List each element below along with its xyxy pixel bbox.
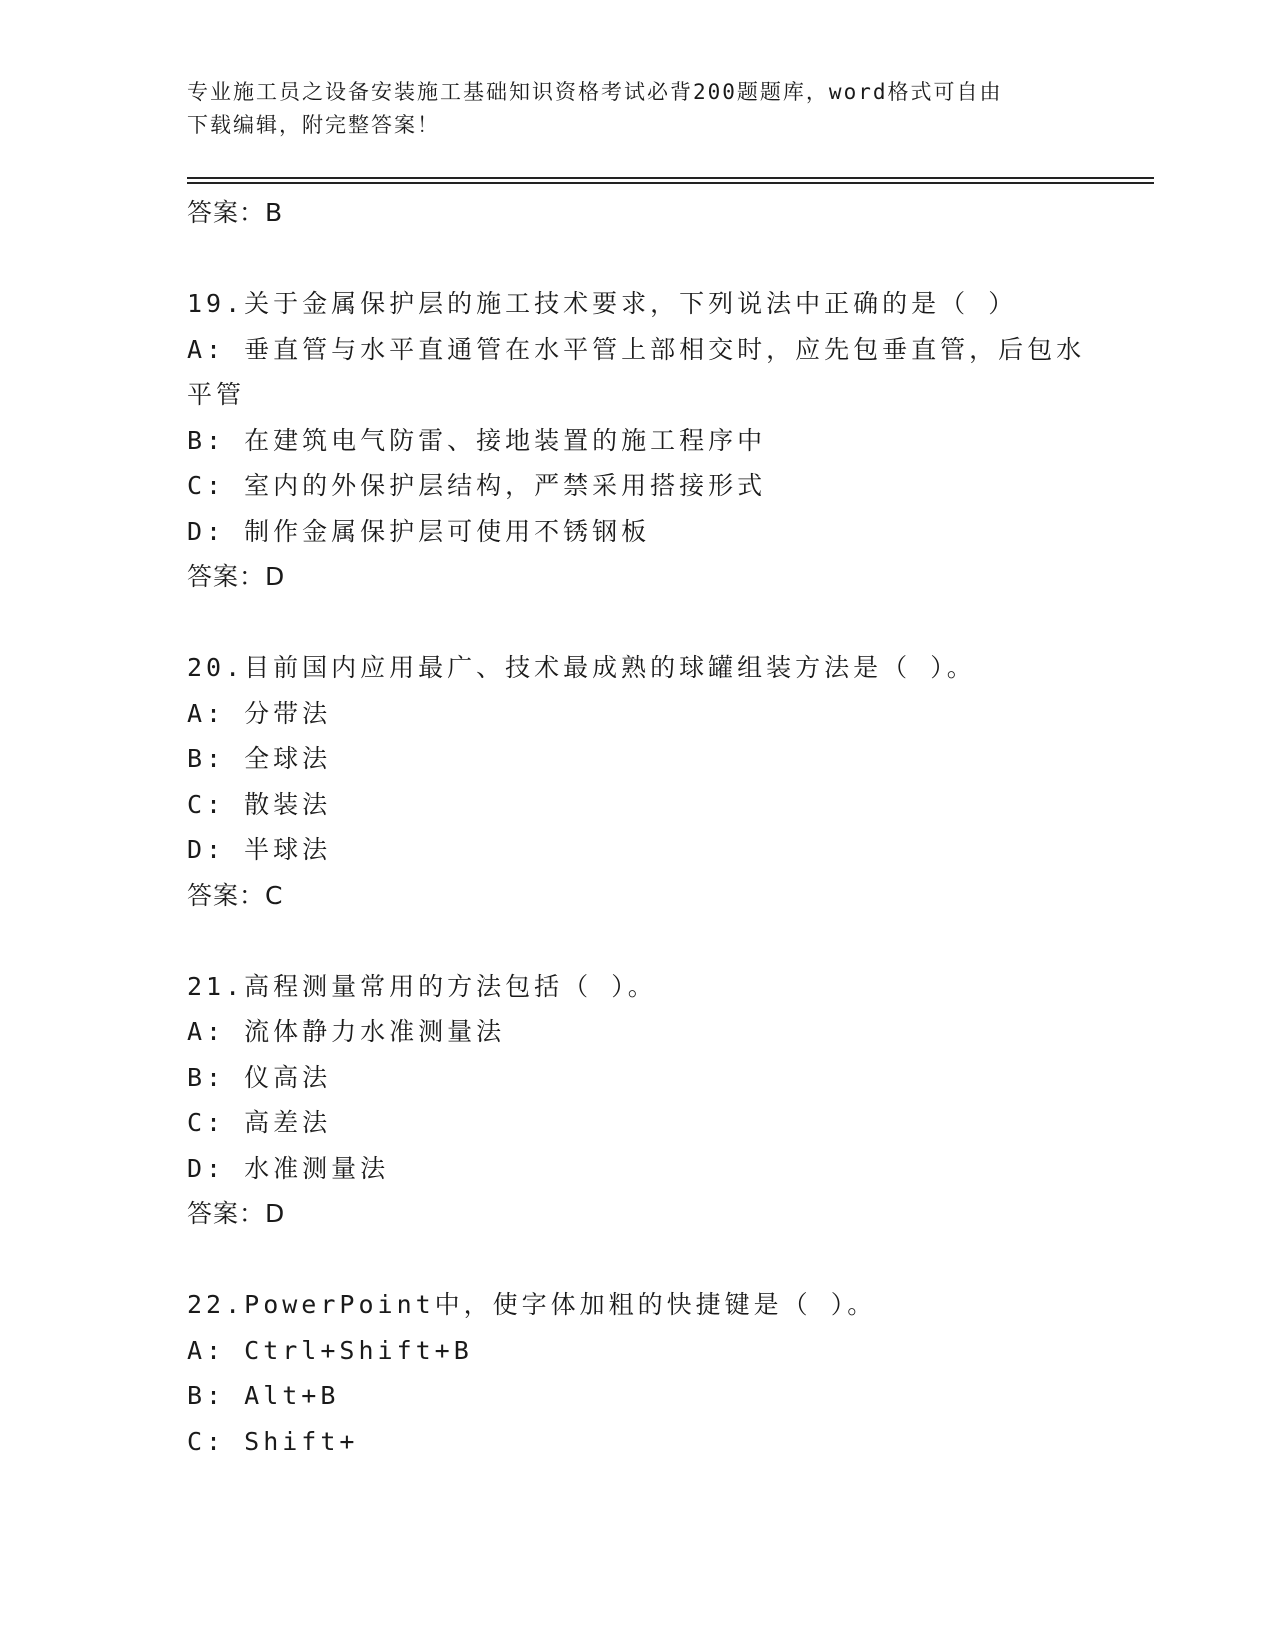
header-divider-bottom bbox=[187, 182, 1154, 184]
option-a-continued: 平管 bbox=[187, 380, 246, 409]
header-line-1: 专业施工员之设备安装施工基础知识资格考试必背200题题库，word格式可自由 bbox=[187, 80, 1003, 104]
question-stem: 21.高程测量常用的方法包括（ ）。 bbox=[187, 971, 657, 1001]
answer-line: 答案：B bbox=[187, 198, 284, 227]
option-b: B: 仪高法 bbox=[187, 1062, 332, 1092]
question-stem: 22.PowerPoint中，使字体加粗的快捷键是（ ）。 bbox=[187, 1290, 877, 1319]
document-body bbox=[187, 190, 1087, 1464]
option-d: D: 半球法 bbox=[187, 835, 332, 864]
option-a: A: 分带法 bbox=[187, 698, 332, 728]
question-20 bbox=[187, 645, 1087, 918]
question-21 bbox=[187, 964, 1087, 1237]
document-header bbox=[187, 76, 1067, 142]
option-d: D: 制作金属保护层可使用不锈钢板 bbox=[187, 516, 651, 546]
option-a: A: 垂直管与水平直通管在水平管上部相交时，应先包垂直管，后包水 bbox=[187, 334, 1086, 364]
option-c: C: Shift+ bbox=[187, 1426, 359, 1456]
answer-line: 答案：D bbox=[187, 1199, 286, 1228]
header-divider-top bbox=[187, 177, 1154, 179]
option-b: B: 全球法 bbox=[187, 744, 332, 773]
question-22 bbox=[187, 1282, 1087, 1464]
header-line-2: 下载编辑，附完整答案！ bbox=[187, 113, 440, 137]
option-d: D: 水准测量法 bbox=[187, 1153, 390, 1183]
question-19 bbox=[187, 281, 1087, 600]
answer-line: 答案：D bbox=[187, 562, 286, 591]
option-c: C: 室内的外保护层结构，严禁采用搭接形式 bbox=[187, 471, 767, 500]
option-c: C: 高差法 bbox=[187, 1108, 332, 1137]
question-stem: 20.目前国内应用最广、技术最成熟的球罐组装方法是（ ）。 bbox=[187, 653, 976, 682]
option-b: B: Alt+B bbox=[187, 1381, 340, 1410]
question-stem: 19.关于金属保护层的施工技术要求，下列说法中正确的是（ ） bbox=[187, 289, 1018, 318]
option-b: B: 在建筑电气防雷、接地装置的施工程序中 bbox=[187, 425, 767, 455]
option-c: C: 散装法 bbox=[187, 789, 332, 819]
answer-line: 答案：C bbox=[187, 880, 284, 910]
option-a: A: Ctrl+Shift+B bbox=[187, 1335, 473, 1365]
option-a: A: 流体静力水准测量法 bbox=[187, 1017, 506, 1046]
